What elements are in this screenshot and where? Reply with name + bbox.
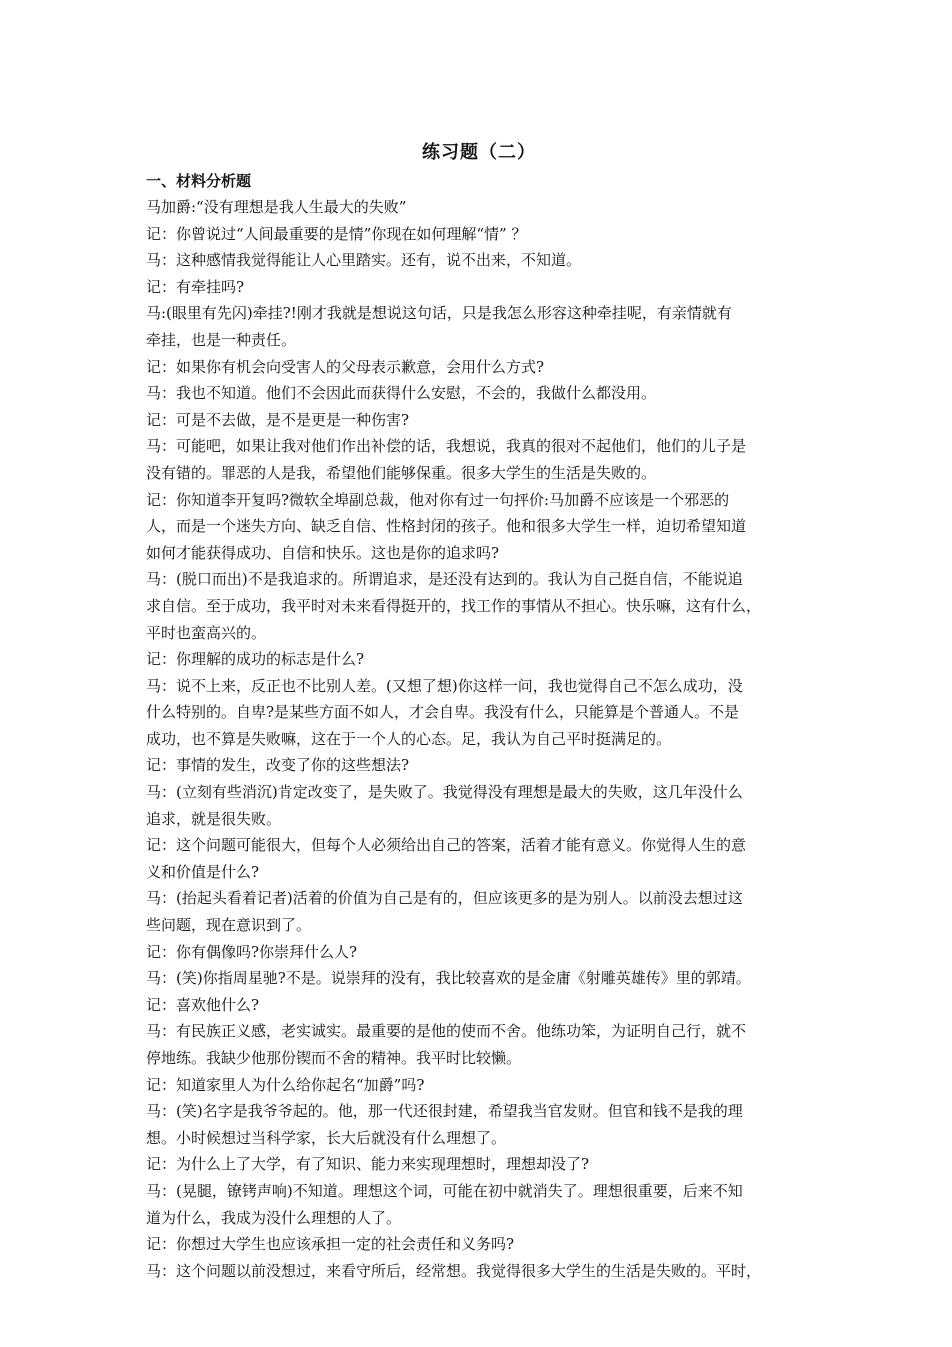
- text-line: 记：为什么上了大学，有了知识、能力来实现理想时，理想却没了?: [146, 1155, 590, 1174]
- text-line: 马：这种感情我觉得能让人心里踏实。还有，说不出来，不知道。: [146, 251, 582, 270]
- text-line: 记：你理解的成功的标志是什么?: [146, 650, 365, 669]
- text-line: 马：我也不知道。他们不会因此而获得什么安慰，不会的，我做什么都没用。: [146, 384, 657, 403]
- text-line: 马：可能吧，如果让我对他们作出补偿的话，我想说，我真的很对不起他们，他们的儿子是: [146, 437, 747, 456]
- text-line: 什么特别的。自卑?是某些方面不如人，才会自卑。我没有什么，只能算是个普通人。不是: [146, 703, 740, 722]
- text-line: 道为什么，我成为没什么理想的人了。: [146, 1208, 402, 1227]
- text-line: 马：(晃腿，镣铐声响)不知道。理想这个词，可能在初中就消失了。理想很重要，后来不知: [146, 1181, 743, 1200]
- text-line: 马：(脱口而出)不是我追求的。所谓追求，是还没有达到的。我认为自己挺自信，不能说追: [146, 570, 743, 589]
- text-line: 记：有牵挂吗?: [146, 277, 245, 296]
- text-line: 想。小时候想过当科学家，长大后就没有什么理想了。: [146, 1128, 507, 1147]
- text-line: 些问题，现在意识到了。: [146, 916, 312, 935]
- document-body: [146, 194, 812, 1284]
- text-line: 义和价值是什么?: [146, 862, 260, 881]
- text-line: 人，而是一个迷失方向、缺乏自信、性格封闭的孩子。他和很多大学生一样，迫切希望知道: [146, 517, 747, 536]
- text-line: 马：有民族正义感，老实诚实。最重要的是他的使而不舍。他练功笨，为证明自己行，就不: [146, 1022, 747, 1041]
- text-line: 记：你知道李开复吗?微软全埠副总裁，他对你有过一句抨价:马加爵不应该是一个邪恶的: [146, 490, 730, 509]
- text-line: 马：(立刻有些消沉)肯定改变了，是失败了。我觉得没有理想是最大的失败，这几年没什么: [146, 783, 743, 802]
- text-line: 记：事情的发生，改变了你的这些想法?: [146, 756, 410, 775]
- text-line: 马：这个问题以前没想过，来看守所后，经常想。我觉得很多大学生的生活是失败的。平时，: [146, 1261, 762, 1280]
- text-line: 马：(抬起头看着记者)活着的价值为自己是有的，但应该更多的是为别人。以前没去想过这: [146, 889, 743, 908]
- document-page: [146, 140, 812, 1284]
- text-line: 记：知道家里人为什么给你起名“加爵”吗?: [146, 1075, 425, 1094]
- text-line: 记：你曾说过“人间最重要的是情”你现在如何理解“情” ？: [146, 224, 527, 243]
- text-line: 马加爵:“没有理想是我人生最大的失败”: [146, 198, 407, 216]
- text-line: 如何才能获得成功、自信和快乐。这也是你的追求吗?: [146, 543, 500, 562]
- text-line: 记：这个问题可能很大，但每个人必须给出自己的答案，活着才能有意义。你觉得人生的意: [146, 836, 747, 855]
- text-line: 牵挂，也是一种责任。: [146, 330, 297, 349]
- text-line: 马：说不上来，反正也不比别人差。(又想了想)你这样一问，我也觉得自己不怎么成功，没: [146, 676, 743, 695]
- text-line: 成功，也不算是失败嘛，这在于一个人的心态。足，我认为自己平时挺满足的。: [146, 729, 672, 748]
- text-line: 记：可是不去做，是不是更是一种伤害?: [146, 410, 410, 429]
- text-line: 停地练。我缺少他那份锲而不舍的精神。我平时比较懒。: [146, 1049, 522, 1067]
- text-line: 马：(笑)你指周星驰?不是。说崇拜的没有，我比较喜欢的是金庸《射雕英雄传》里的郭靖。: [146, 969, 751, 988]
- text-line: 记：你有偶像吗?你崇拜什么人?: [146, 942, 358, 961]
- section-heading: 一、材料分析题: [146, 172, 252, 190]
- text-line: 平时也蛮高兴的。: [146, 623, 267, 642]
- text-line: 马:(眼里有先闪)牵挂?!刚才我就是想说这句话，只是我怎么形容这种牵挂呢，有亲情就有: [146, 304, 732, 323]
- text-line: 求自信。至于成功，我平时对未来看得挺开的，找工作的事情从不担心。快乐嘛，这有什么，: [146, 596, 762, 615]
- text-line: 记：喜欢他什么?: [146, 995, 260, 1014]
- text-line: 没有错的。罪恶的人是我，希望他们能够保重。很多大学生的生活是失败的。: [146, 463, 657, 482]
- text-line: 记：如果你有机会向受害人的父母表示歉意，会用什么方式?: [146, 357, 545, 376]
- text-line: 记：你想过大学生也应该承担一定的社会责任和义务吗?: [146, 1235, 515, 1254]
- document-title: 练习题（二）: [422, 142, 536, 163]
- text-line: 马：(笑)名字是我爷爷起的。他，那一代还很封建，希望我当官发财。但官和钱不是我的理: [146, 1102, 743, 1121]
- text-line: 追求，就是很失败。: [146, 809, 282, 828]
